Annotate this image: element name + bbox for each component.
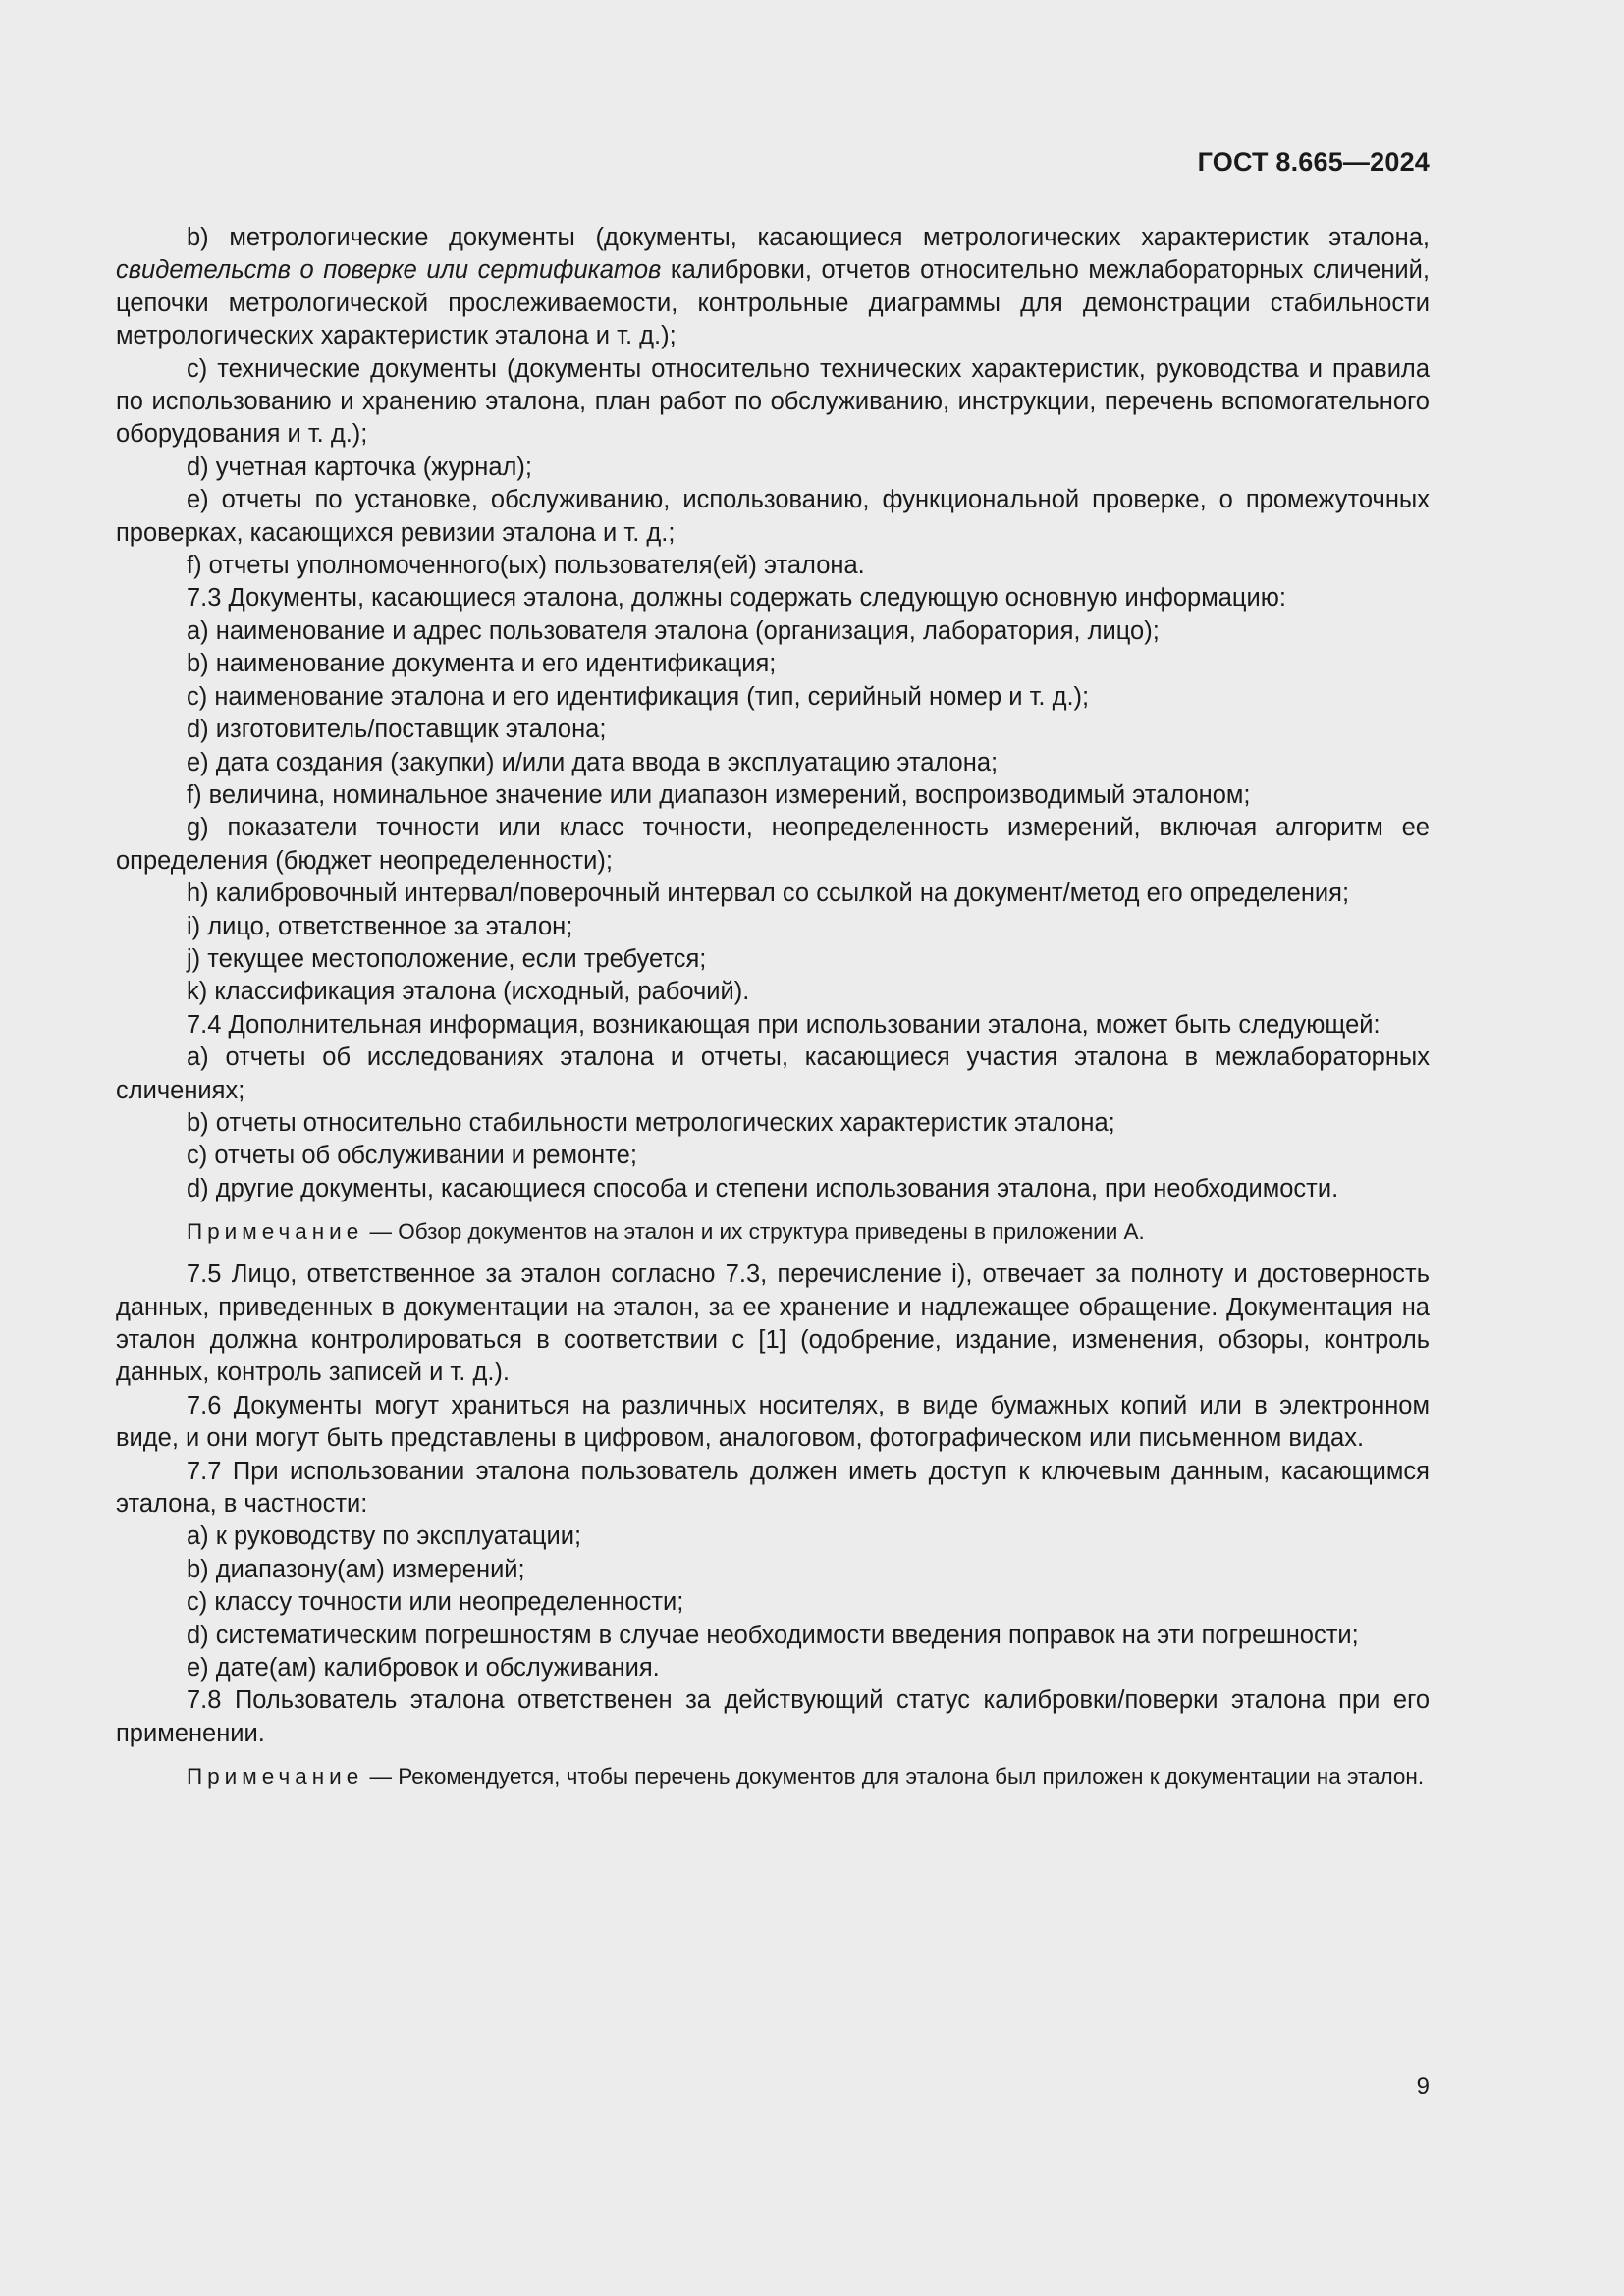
paragraph-c-technical-docs: c) технические документы (документы относительно технических характеристик, руководства и правила по использованию и хранению эталона, план работ по обслуживанию, инструкции, перечень вспомогательного оборудования и т. д.); — [116, 354, 1430, 449]
section-7-3-item-f: f) величина, номинальное значение или диапазон измерений, воспроизводимый эталоном; — [187, 780, 1251, 809]
section-7-7-item-b: b) диапазону(ам) измерений; — [187, 1555, 525, 1583]
section-7-3-item-j: j) текущее местоположение, если требуется; — [187, 944, 707, 973]
note-1: Примечание — Обзор документов на эталон и их структура приведены в приложении А. — [187, 1219, 1145, 1245]
note-label: Примечание — [187, 1764, 364, 1789]
section-7-4-item-a: a) отчеты об исследованиях эталона и отчеты, касающиеся участия эталона в межлабораторных сличениях; — [116, 1043, 1430, 1104]
section-7-3-item-a: a) наименование и адрес пользователя эталона (организация, лаборатория, лицо); — [187, 616, 1160, 645]
italic-phrase: свидетельств о поверке или сертификатов — [116, 256, 662, 285]
section-7-3-item-h: h) калибровочный интервал/поверочный интервал со ссылкой на документ/метод его определения; — [187, 880, 1350, 908]
note-2: Примечание — Рекомендуется, чтобы перечень документов для эталона был приложен к документации на эталон. — [187, 1764, 1425, 1789]
section-7-7-item-a: a) к руководству по эксплуатации; — [187, 1522, 582, 1551]
section-7-7-item-e: e) дате(ам) калибровок и обслуживания. — [187, 1654, 660, 1682]
section-7-3-item-g: g) показатели точности или класс точности, неопределенность измерений, включая алгоритм ее определения (бюджет неопределенности); — [116, 814, 1430, 875]
paragraph-b-metrological-docs: b) метрологические документы (документы, касающиеся метрологических характеристик эталона, свидетельств о поверке или сертификатов калибровки, отчетов относительно межлабораторных сличений, цепочки метрологической прослеживаемости, контрольные диаграммы для демонстрации стабильности метрологических характеристик эталона и т. д.); — [116, 224, 1430, 350]
section-7-3-item-i: i) лицо, ответственное за эталон; — [187, 912, 573, 940]
section-7-6: 7.6 Документы могут храниться на различных носителях, в виде бумажных копий или в электронном виде, и они могут быть представлены в цифровом, аналоговом, фотографическом или письменном видах. — [116, 1391, 1430, 1453]
section-7-3-item-e: e) дата создания (закупки) и/или дата ввода в эксплуатацию эталона; — [187, 748, 999, 776]
document-id-header: ГОСТ 8.665—2024 — [1197, 147, 1430, 177]
note-label: Примечание — [187, 1219, 364, 1245]
section-7-3: 7.3 Документы, касающиеся эталона, должны содержать следующую основную информацию: — [187, 584, 1286, 613]
paragraph-d-record-card: d) учетная карточка (журнал); — [187, 453, 532, 481]
section-7-3-item-c: c) наименование эталона и его идентификация (тип, серийный номер и т. д.); — [187, 682, 1090, 711]
section-7-4-item-b: b) отчеты относительно стабильности метрологических характеристик эталона; — [187, 1108, 1115, 1137]
section-7-4: 7.4 Дополнительная информация, возникающая при использовании эталона, может быть следующей: — [187, 1010, 1380, 1039]
section-7-7-item-d: d) систематическим погрешностям в случае необходимости введения поправок на эти погрешности; — [187, 1621, 1359, 1649]
section-7-4-item-d: d) другие документы, касающиеся способа и степени использования эталона, при необходимости. — [187, 1174, 1339, 1202]
section-7-5: 7.5 Лицо, ответственное за эталон согласно 7.3, перечисление i), отвечает за полноту и достоверность данных, приведенных в документации на эталон, за ее хранение и надлежащее обращение. Документация на эталон должна контролироваться в соответствии с [1] (одобрение, издание, изменения, обзоры, контроль данных, контроль записей и т. д.). — [116, 1260, 1430, 1387]
section-7-3-item-b: b) наименование документа и его идентификация; — [187, 650, 777, 678]
document-body — [116, 222, 1430, 1803]
page-number: 9 — [1416, 2073, 1430, 2100]
section-7-3-item-d: d) изготовитель/поставщик эталона; — [187, 716, 607, 744]
section-7-4-item-c: c) отчеты об обслуживании и ремонте; — [187, 1142, 637, 1170]
section-7-3-item-k: k) классификация эталона (исходный, рабочий). — [187, 978, 750, 1006]
paragraph-f-reports: f) отчеты уполномоченного(ых) пользователя(ей) эталона. — [187, 552, 865, 580]
section-7-7: 7.7 При использовании эталона пользователь должен иметь доступ к ключевым данным, касающимся эталона, в частности: — [116, 1457, 1430, 1519]
paragraph-e-reports: e) отчеты по установке, обслуживанию, использованию, функциональной проверке, о промежуточных проверках, касающихся ревизии эталона и т. д.; — [116, 486, 1430, 547]
section-7-8: 7.8 Пользователь эталона ответственен за действующий статус калибровки/поверки эталона при его применении. — [116, 1686, 1430, 1747]
section-7-7-item-c: c) классу точности или неопределенности; — [187, 1588, 684, 1617]
